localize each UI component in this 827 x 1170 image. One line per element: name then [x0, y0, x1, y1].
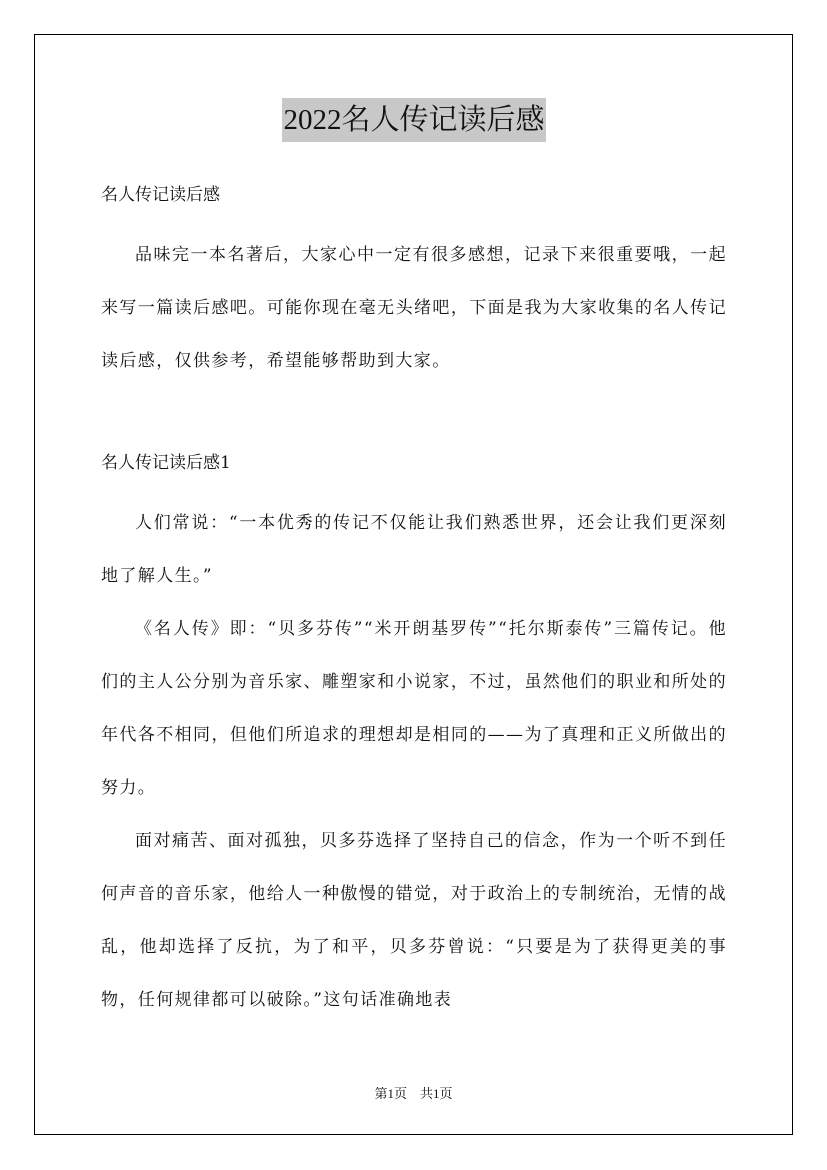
section1-heading: 名人传记读后感1	[101, 453, 231, 473]
intro-heading: 名人传记读后感	[101, 185, 220, 205]
section1-paragraph: 人们常说：“一本优秀的传记不仅能让我们熟悉世界，还会让我们更深刻地了解人生。”	[101, 513, 727, 586]
intro-paragraph: 品味完一本名著后，大家心中一定有很多感想，记录下来很重要哦，一起来写一篇读后感吧。可能你现在毫无头绪吧，下面是我为大家收集的名人传记读后感，仅供参考，希望能够帮助到大家。	[101, 245, 727, 371]
section1-paragraph: 面对痛苦、面对孤独，贝多芬选择了坚持自己的信念，作为一个听不到任何声音的音乐家，他给人一种傲慢的错觉，对于政治上的专制统治，无情的战乱，他却选择了反抗，为了和平，贝多芬曾说：“只要是为了获得更美的事物，任何规律都可以破除。”这句话准确地表	[101, 831, 727, 1010]
page-number-footer: 第1页 共1页	[374, 1086, 453, 1101]
title-wrap	[101, 98, 727, 142]
section1-paragraph: 《名人传》即：“贝多芬传”“米开朗基罗传”“托尔斯泰传”三篇传记。他们的主人公分别为音乐家、雕塑家和小说家，不过，虽然他们的职业和所处的年代各不相同，但他们所追求的理想却是相同的——为了真理和正义所做出的努力。	[101, 619, 727, 798]
document-title: 2022名人传记读后感	[282, 98, 545, 142]
document-body	[101, 98, 727, 1027]
